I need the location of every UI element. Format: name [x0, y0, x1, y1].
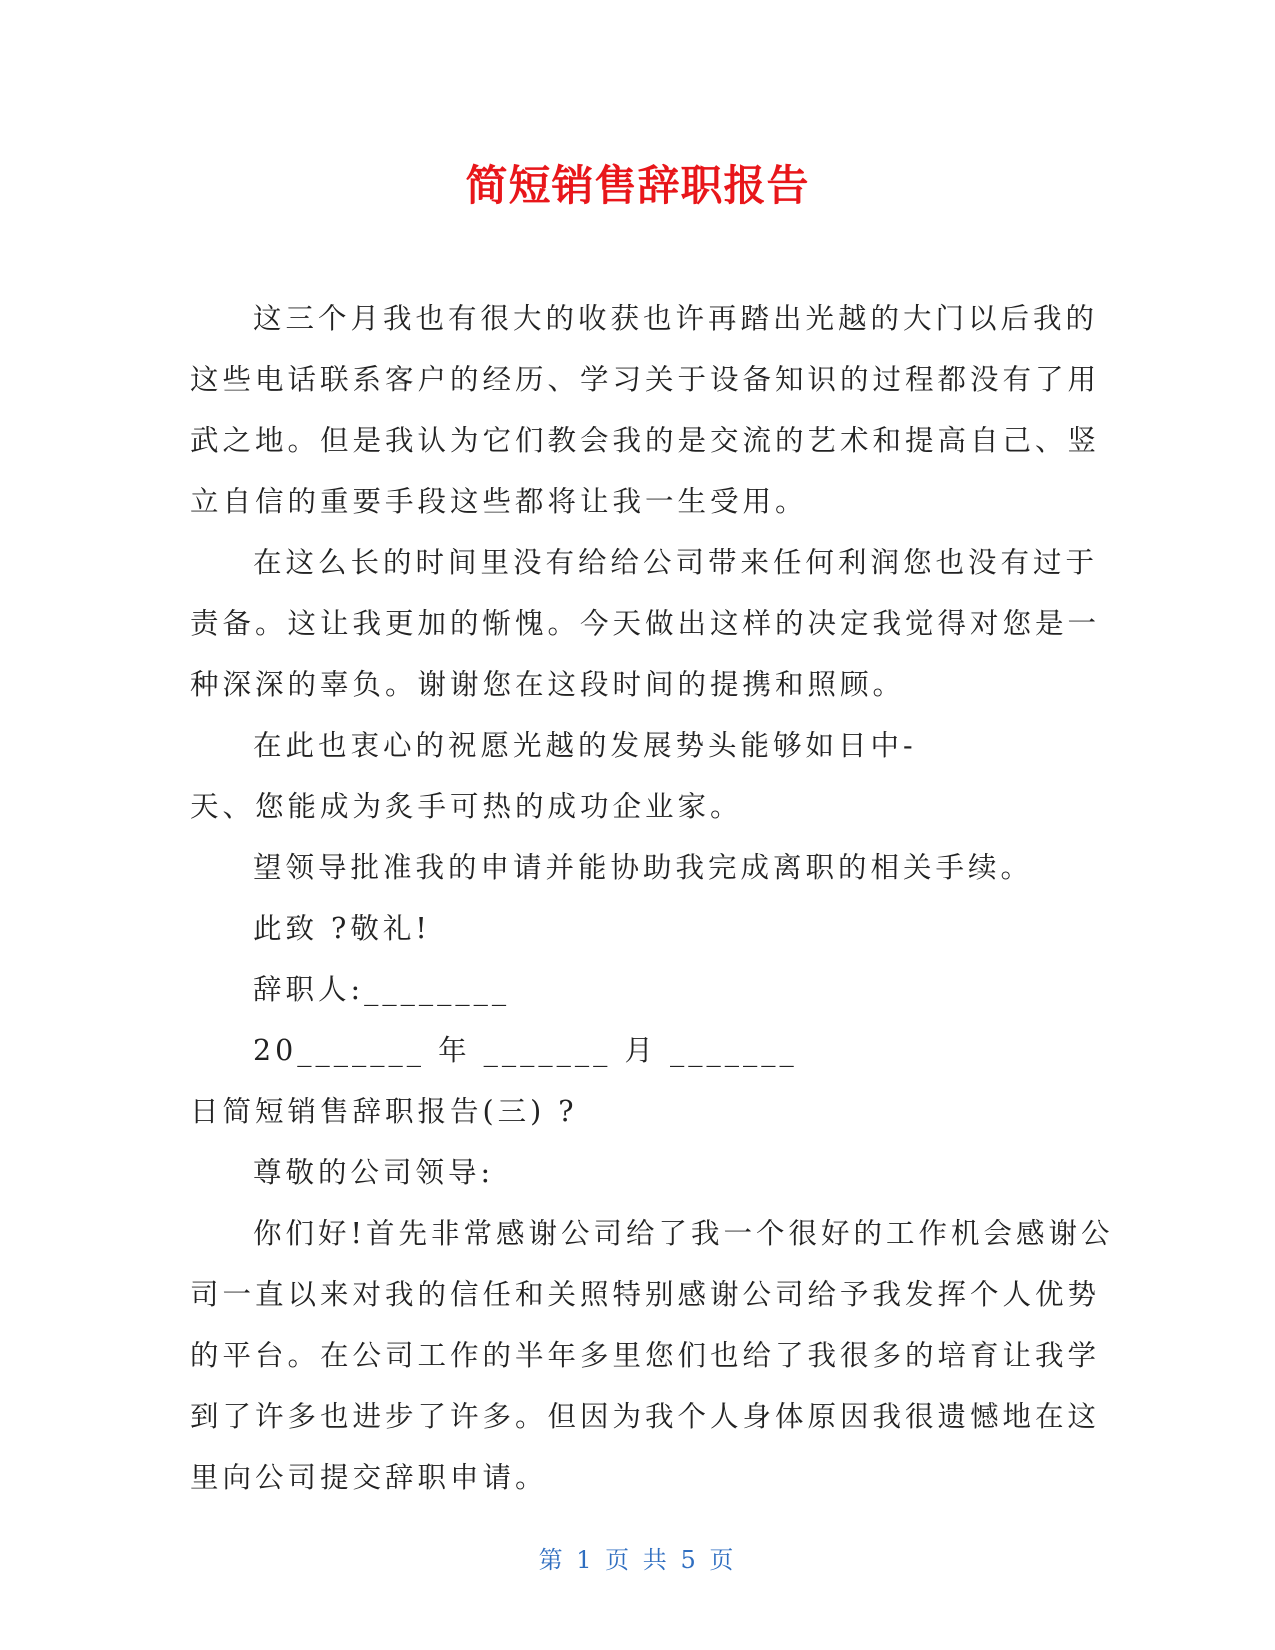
paragraph-line: 责备。这让我更加的惭愧。今天做出这样的决定我觉得对您是一 — [190, 607, 1101, 640]
paragraph-line: 望领导批准我的申请并能协助我完成离职的相关手续。 — [253, 851, 1034, 884]
document-body — [190, 288, 1114, 1508]
paragraph-line: 司一直以来对我的信任和关照特别感谢公司给予我发挥个人优势 — [190, 1278, 1101, 1311]
page-number-indicator: 第 1 页 共 5 页 — [538, 1546, 737, 1574]
paragraph-line: 这三个月我也有很大的收获也许再踏出光越的大门以后我的 — [253, 302, 1099, 335]
paragraph-line: 立自信的重要手段这些都将让我一生受用。 — [190, 485, 808, 518]
paragraph-line: 你们好!首先非常感谢公司给了我一个很好的工作机会感谢公 — [253, 1217, 1114, 1250]
document-title: 简短销售辞职报告 — [465, 161, 810, 210]
paragraph-line: 在此也衷心的祝愿光越的发展势头能够如日中- — [253, 729, 917, 762]
paragraph-line: 天、您能成为炙手可热的成功企业家。 — [190, 790, 743, 823]
date-line: 20_______ 年 _______ 月 _______ — [253, 1034, 798, 1067]
paragraph-line: 的平台。在公司工作的半年多里您们也给了我很多的培育让我学 — [190, 1339, 1101, 1372]
paragraph-line: 武之地。但是我认为它们教会我的是交流的艺术和提高自己、竖 — [190, 424, 1101, 457]
paragraph-line: 到了许多也进步了许多。但因为我个人身体原因我很遗憾地在这 — [190, 1400, 1101, 1433]
closing-salutation: 此致 ?敬礼! — [253, 912, 431, 945]
paragraph-line: 这些电话联系客户的经历、学习关于设备知识的过程都没有了用 — [190, 363, 1101, 396]
greeting-line: 尊敬的公司领导: — [253, 1156, 495, 1189]
paragraph-line: 里向公司提交辞职申请。 — [190, 1461, 548, 1494]
paragraph-line: 种深深的辜负。谢谢您在这段时间的提携和照顾。 — [190, 668, 906, 701]
paragraph-line: 在这么长的时间里没有给给公司带来任何利润您也没有过于 — [253, 546, 1099, 579]
signature-line: 辞职人:________ — [253, 973, 511, 1006]
section-heading-line: 日简短销售辞职报告(三) ? — [190, 1095, 578, 1128]
